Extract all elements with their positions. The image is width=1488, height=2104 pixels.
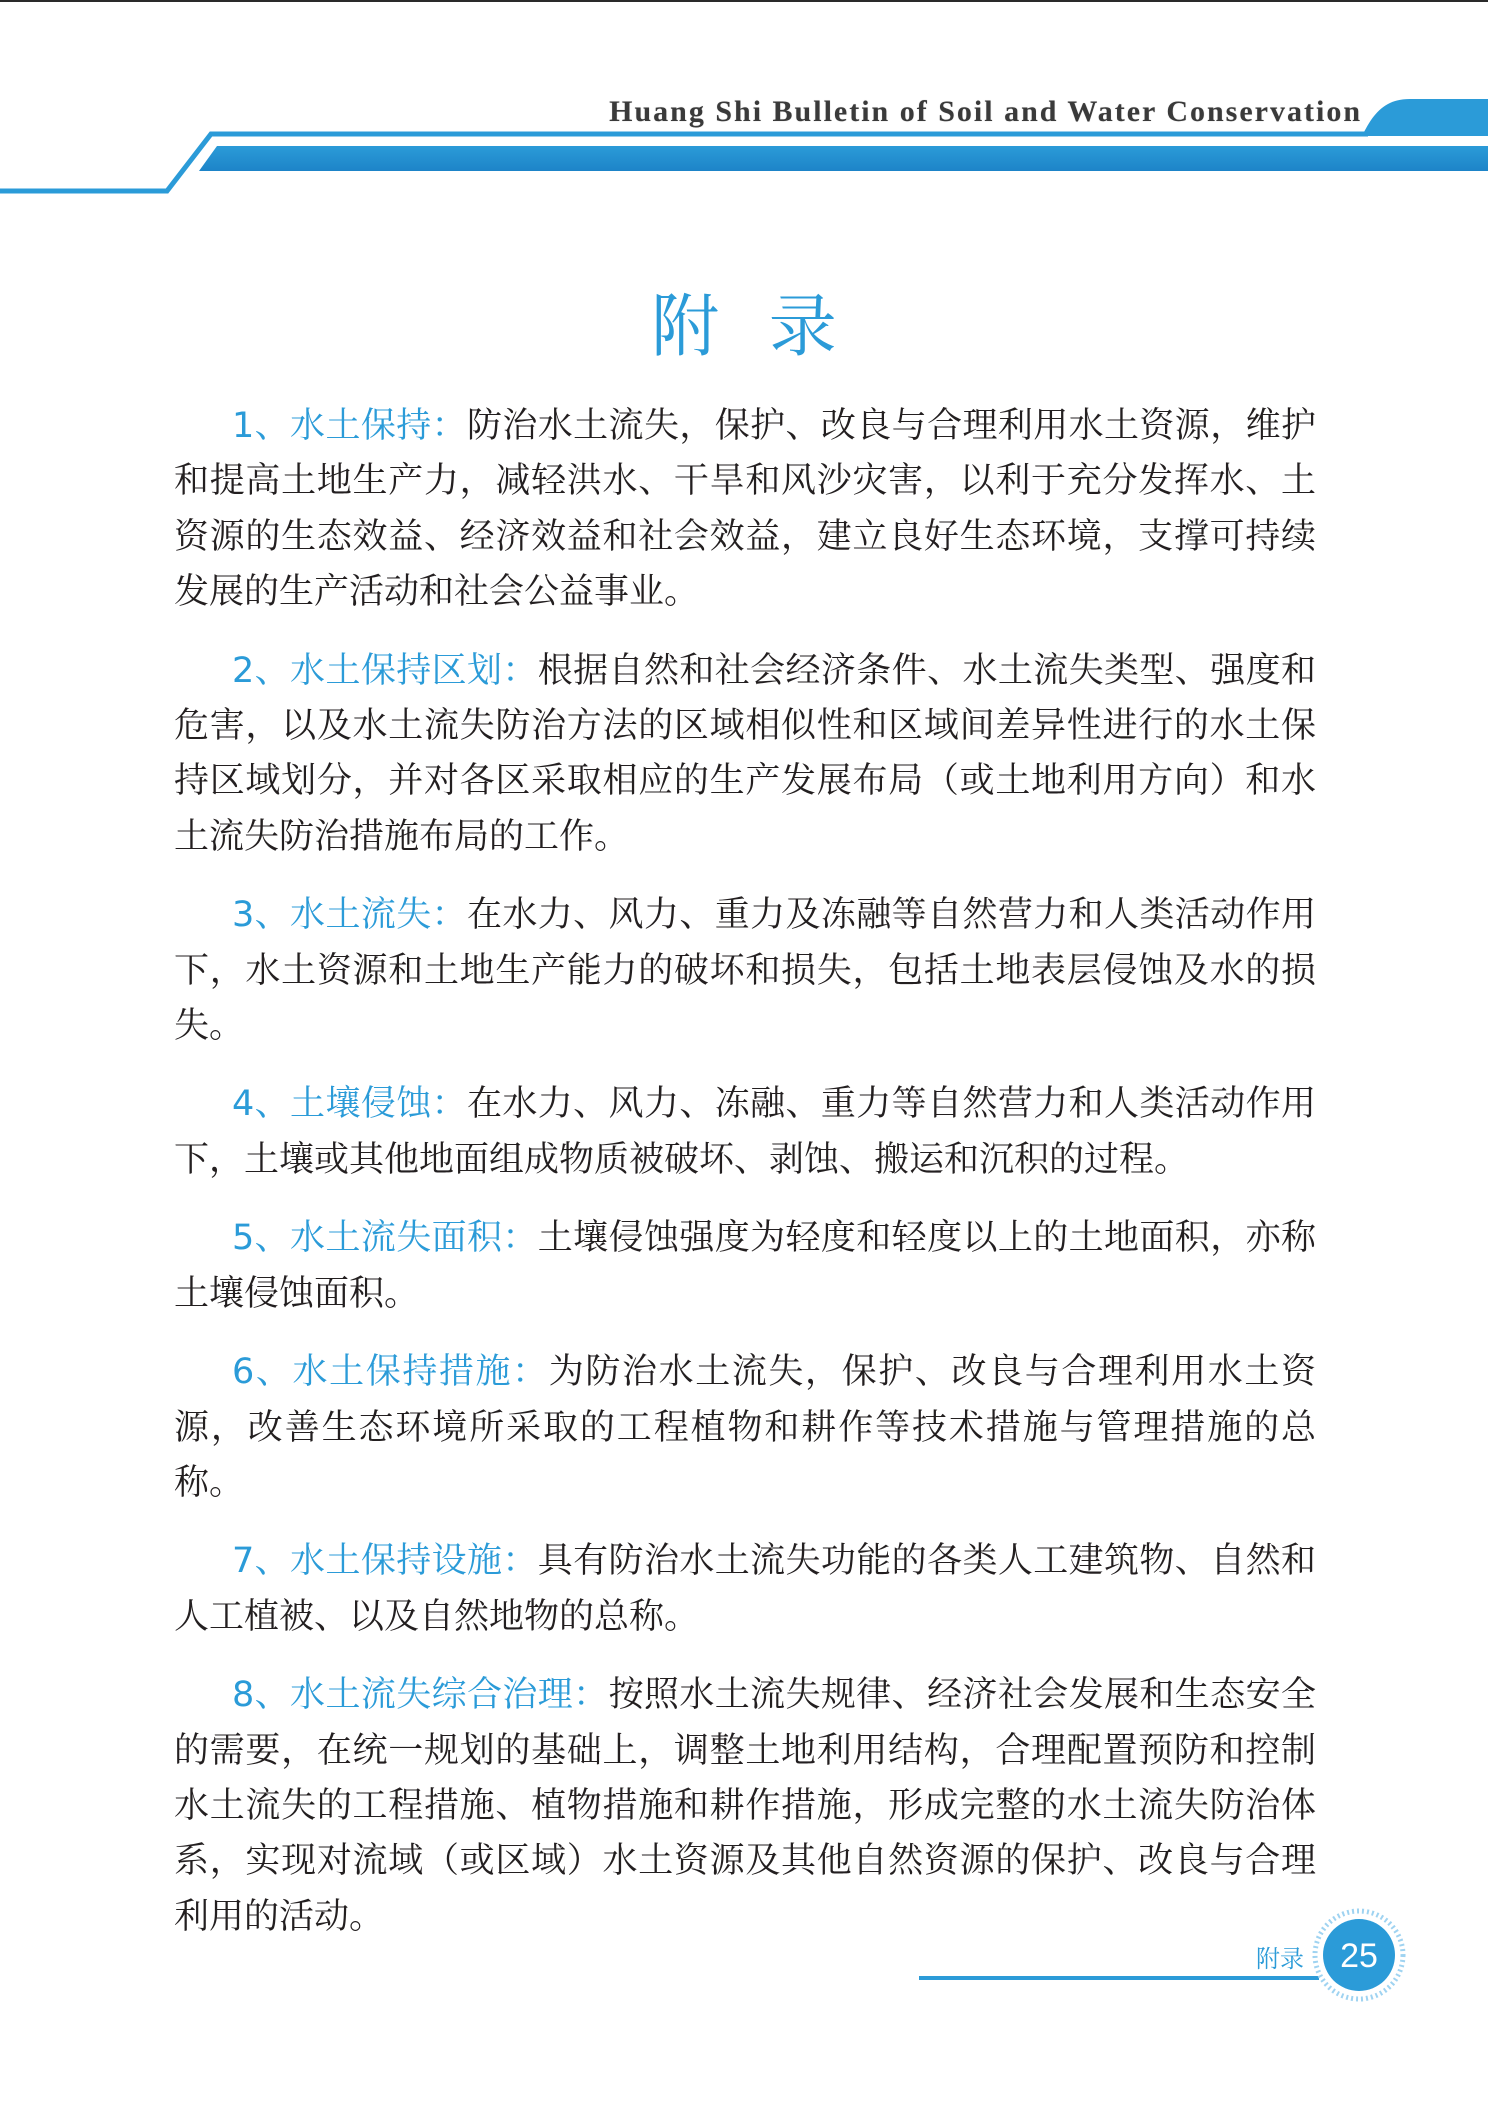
- glossary-definition: 在水力、风力、重力及冻融等自然营力和人类活动作用下，水土资源和土地生产能力的破坏和损失，包括土地表层侵蚀及水的损失。: [174, 895, 1316, 1047]
- header-band: [199, 146, 1488, 171]
- glossary-definition: 根据自然和社会经济条件、水土流失类型、强度和危害，以及水土流失防治方法的区域相似性和区域间差异性进行的水土保持区域划分，并对各区采取相应的生产发展布局（或土地利用方向）和水土流失防治措施布局的工作。: [174, 650, 1316, 857]
- glossary-term: 4、土壤侵蚀：: [232, 1084, 467, 1125]
- glossary-entry: [174, 399, 1316, 621]
- header-corner-tab: [1362, 99, 1488, 136]
- footer-section-label: 附录: [1256, 1945, 1304, 1973]
- glossary-definition: 按照水土流失规律、经济社会发展和生态安全的需要，在统一规划的基础上，调整土地利用结构，合理配置预防和控制水土流失的工程措施、植物措施和耕作措施，形成完整的水土流失防治体系，实现对流域（或区域）水土资源及其他自然资源的保护、改良与合理利用的活动。: [174, 1675, 1316, 1937]
- glossary-entry: [174, 644, 1316, 866]
- glossary-entry: [174, 1668, 1316, 1945]
- glossary-term: 7、水土保持设施：: [232, 1541, 538, 1582]
- page-number-badge: [1309, 1905, 1409, 2005]
- glossary-entry: [174, 1345, 1316, 1511]
- glossary-term: 2、水土保持区划：: [232, 650, 538, 691]
- glossary-definition: 在水力、风力、冻融、重力等自然营力和人类活动作用下，土壤或其他地面组成物质被破坏、剥蚀、搬运和沉积的过程。: [174, 1084, 1316, 1180]
- glossary-entry: [174, 888, 1316, 1054]
- glossary-definition: 具有防治水土流失功能的各类人工建筑物、自然和人工植被、以及自然地物的总称。: [174, 1541, 1316, 1637]
- glossary-definition: 防治水土流失，保护、改良与合理利用水土资源，维护和提高土地生产力，减轻洪水、干旱和风沙灾害，以利于充分发挥水、土资源的生态效益、经济效益和社会效益，建立良好生态环境，支撑可持续发展的生产活动和社会公益事业。: [174, 406, 1316, 613]
- page-number: 25: [1340, 1937, 1378, 1975]
- glossary-definition: 为防治水土流失，保护、改良与合理利用水土资源，改善生态环境所采取的工程植物和耕作等技术措施与管理措施的总称。: [174, 1352, 1316, 1503]
- glossary-term: 3、水土流失：: [232, 895, 467, 936]
- glossary-entry: [174, 1077, 1316, 1188]
- glossary-term: 1、水土保持：: [232, 406, 467, 446]
- footer-rule: [919, 1976, 1319, 1980]
- glossary-definition: 土壤侵蚀强度为轻度和轻度以上的土地面积，亦称土壤侵蚀面积。: [174, 1218, 1316, 1314]
- glossary-entry: [174, 1534, 1316, 1645]
- page-title: 附 录: [651, 288, 851, 367]
- glossary-term: 6、水土保持措施：: [232, 1352, 549, 1393]
- glossary-entry: [174, 1211, 1316, 1322]
- glossary-list: [174, 399, 1316, 1968]
- glossary-term: 8、水土流失综合治理：: [232, 1675, 609, 1716]
- glossary-term: 5、水土流失面积：: [232, 1218, 538, 1259]
- journal-title: Huang Shi Bulletin of Soil and Water Conservation: [609, 95, 1362, 128]
